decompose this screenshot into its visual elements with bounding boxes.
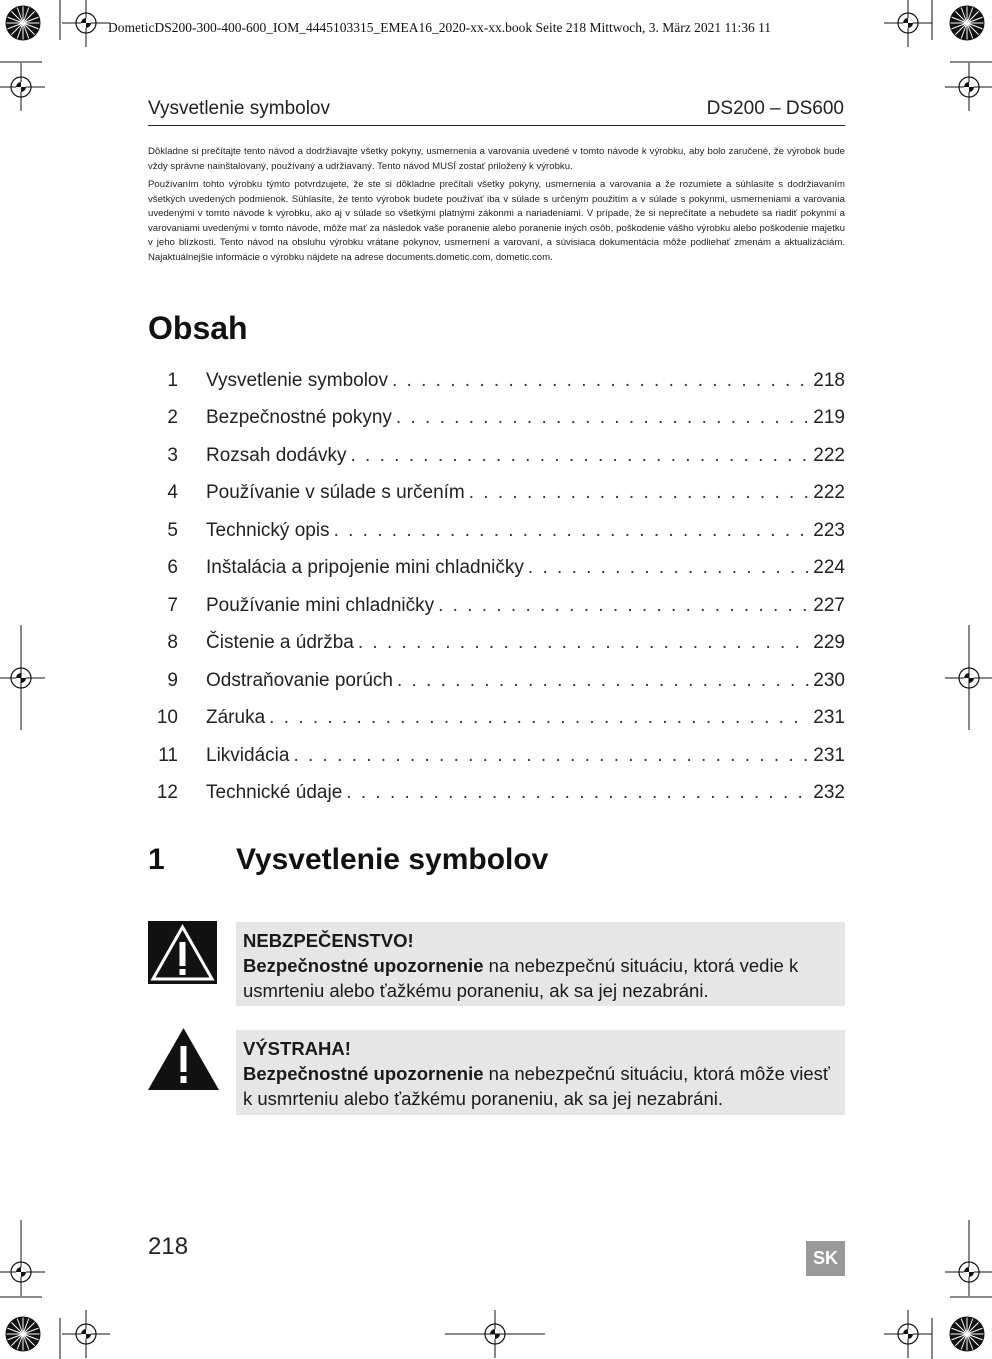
- color-bar-circle-icon: [950, 6, 984, 40]
- notice-text: na nebezpečnú situáciu, ktorá vedie k usmrteniu alebo ťažkému poraneniu, ak sa jej nezabráni.: [243, 955, 799, 1001]
- toc-number: 7: [167, 594, 178, 616]
- toc-number: 4: [167, 482, 178, 504]
- printer-slug: DometicDS200-300-400-600_IOM_4445103315_EMEA16_2020-xx-xx.book Seite 218 Mittwoch, 3. März 2021 11:36 11: [108, 20, 772, 35]
- registration-mark-icon: [884, 1310, 932, 1358]
- toc-page: 223: [813, 519, 845, 541]
- registration-mark-icon: [62, 0, 110, 47]
- toc-title: Používanie v súlade s určením: [206, 482, 465, 504]
- registration-mark-icon: [945, 63, 992, 111]
- registration-mark-icon: [0, 654, 45, 702]
- toc-number: 9: [167, 669, 178, 691]
- toc-number: 5: [167, 519, 178, 541]
- toc-page: 218: [813, 369, 845, 391]
- toc-page: 229: [813, 632, 845, 654]
- toc-title: Záruka: [206, 707, 266, 729]
- running-header-right: DS200 – DS600: [706, 98, 844, 119]
- color-bar-circle-icon: [6, 1317, 40, 1351]
- toc-title: Technický opis: [206, 519, 330, 541]
- toc-number: 12: [156, 782, 178, 804]
- toc-page: 219: [813, 407, 845, 429]
- toc-page: 222: [813, 444, 845, 466]
- toc-page: 231: [813, 744, 845, 766]
- section-title: Vysvetlenie symbolov: [236, 843, 549, 876]
- color-bar-circle-icon: [6, 6, 40, 40]
- toc-number: 8: [167, 632, 178, 654]
- registration-mark-icon: [884, 0, 932, 47]
- running-header-left: Vysvetlenie symbolov: [148, 98, 330, 119]
- toc-page: 232: [813, 782, 845, 804]
- toc-number: 2: [167, 407, 178, 429]
- registration-mark-icon: [0, 1248, 45, 1296]
- toc-page: 230: [813, 669, 845, 691]
- toc-page: 227: [813, 594, 845, 616]
- toc-title: Rozsah dodávky: [206, 444, 347, 466]
- color-bar-circle-icon: [950, 1317, 984, 1351]
- toc-page: 222: [813, 482, 845, 504]
- notice-title: NEBZPEČENSTVO!: [243, 930, 414, 951]
- notice-title: VÝSTRAHA!: [243, 1038, 351, 1059]
- intro-paragraph: Používaním tohto výrobku týmto potvrdzujete, že ste si dôkladne prečítali všetky pokyny, usmernenia a varovania a že rozumiete a súhlasíte s dodržiavaním všetkých uvedených podmienok. Súhlasíte, že tento výrobok budete používať iba v súlade s určeným použitím a v súlade s pokynmi, usmerneniami a varovania uvedenými v tomto návode k výrobku, ako aj v súlade so všetkými platnými zákonmi a nariadeniami. V prípade, že si neprečítate a nebudete sa riadiť pokynmi a varovaniami uvedenými v tomto návode, môže mať za následok vaše poranenie alebo poranenie iných osôb, poškodenie vášho výrobku alebo poškodenie majetku v jeho blízkosti. Tento návod na obsluhu výrobku vrátane pokynov, usmernení a varovaní, a súvisiaca dokumentácia môže podliehať zmenám a aktualizáciám. Najaktuálnejšie informácie o výrobku nájdete na adrese documents.dometic.com, dometic.com.: [148, 179, 845, 263]
- toc-number: 3: [167, 444, 178, 466]
- notice-text: na nebezpečnú situáciu, ktorá môže viesť k usmrteniu alebo ťažkému poraneniu, ak sa jej nezabráni.: [243, 1063, 830, 1109]
- toc-number: 1: [167, 369, 178, 391]
- notice-bold-lead: Bezpečnostné upozornenie: [243, 955, 484, 976]
- toc-page: 224: [813, 557, 845, 579]
- toc-title: Používanie mini chladničky: [206, 594, 435, 616]
- registration-mark-icon: [62, 1310, 110, 1358]
- page-number: 218: [148, 1233, 189, 1260]
- toc-number: 6: [167, 557, 178, 579]
- language-badge: SK: [806, 1241, 845, 1276]
- registration-mark-icon: [945, 1248, 992, 1296]
- toc-title: Odstraňovanie porúch: [206, 669, 393, 691]
- toc-title: Likvidácia: [206, 744, 290, 766]
- toc-page: 231: [813, 707, 845, 729]
- toc-title: Vysvetlenie symbolov: [206, 369, 388, 391]
- toc-number: 11: [158, 744, 178, 766]
- toc-title: Inštalácia a pripojenie mini chladničky: [206, 557, 524, 579]
- toc-title: Technické údaje: [206, 782, 343, 804]
- toc-number: 10: [156, 707, 178, 729]
- toc-heading: Obsah: [148, 310, 248, 346]
- toc-title: Čistenie a údržba: [206, 632, 354, 654]
- registration-mark-icon: [0, 63, 45, 111]
- intro-paragraph: Dôkladne si prečítajte tento návod a dodržiavajte všetky pokyny, usmernenia a varovania uvedené v tomto návode k výrobku, aby bolo zaručené, že výrobok bude vždy správne nainštalovaný, používaný a udržiavaný. Tento návod MUSÍ zostať priložený k výrobku.: [148, 146, 845, 172]
- section-number: 1: [148, 843, 165, 876]
- toc-title: Bezpečnostné pokyny: [206, 407, 392, 429]
- notice-bold-lead: Bezpečnostné upozornenie: [243, 1063, 484, 1084]
